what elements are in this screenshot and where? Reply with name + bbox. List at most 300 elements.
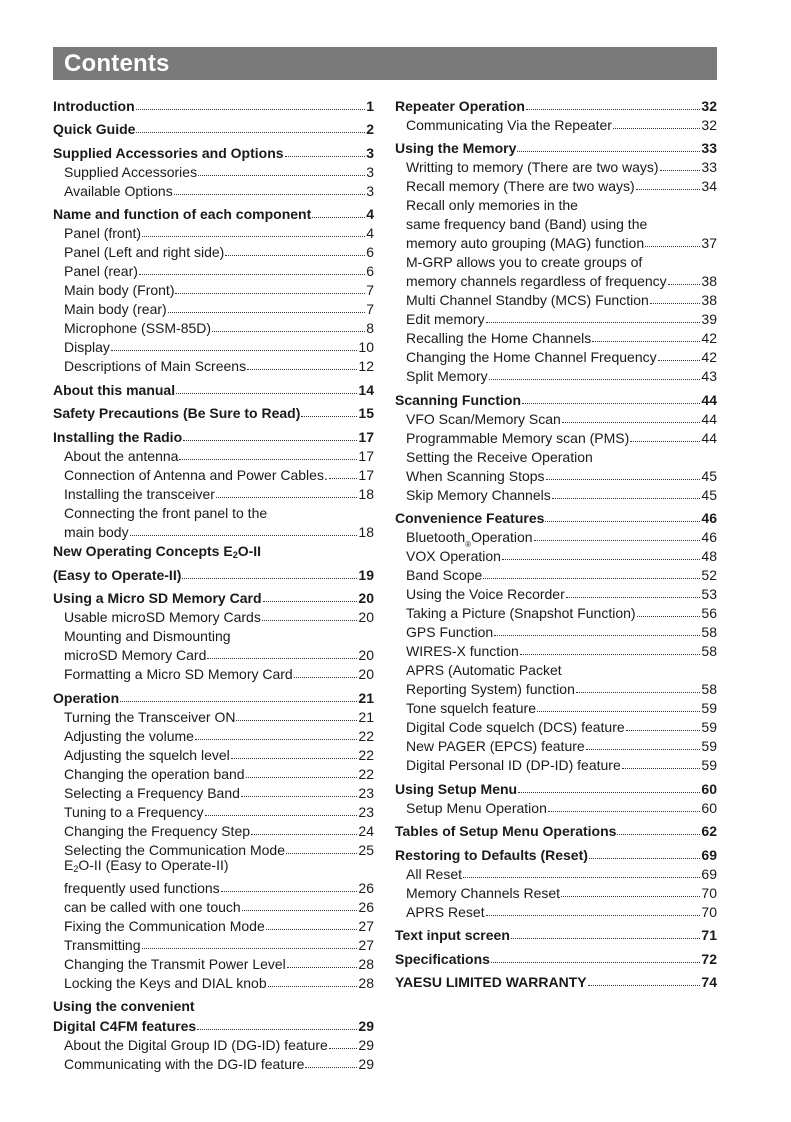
toc-section-entry[interactable] bbox=[53, 141, 374, 161]
toc-entry-title: All Reset bbox=[406, 865, 463, 882]
toc-entry[interactable] bbox=[53, 1034, 374, 1053]
dot-leader bbox=[268, 986, 358, 987]
toc-page-number: 20 bbox=[358, 647, 374, 663]
toc-entry[interactable] bbox=[53, 744, 374, 763]
dot-leader bbox=[617, 834, 700, 835]
toc-entry[interactable] bbox=[395, 602, 717, 621]
toc-entry[interactable] bbox=[395, 232, 717, 251]
toc-page-number: 60 bbox=[701, 780, 717, 797]
toc-entry-title: main body bbox=[64, 523, 129, 540]
toc-entry-title: APRS (Automatic Packet bbox=[406, 662, 562, 678]
dot-leader bbox=[491, 962, 701, 963]
dot-leader bbox=[650, 303, 701, 304]
toc-entry-title: microSD Memory Card bbox=[64, 647, 207, 663]
toc-page-number: 59 bbox=[701, 738, 717, 754]
toc-page-number: 10 bbox=[358, 339, 374, 355]
toc-entry[interactable] bbox=[395, 659, 717, 678]
toc-entry-title: Microphone (SSM-85D) bbox=[64, 320, 212, 336]
toc-entry-title: Fixing the Communication Mode bbox=[64, 917, 265, 934]
toc-entry[interactable] bbox=[53, 355, 374, 374]
toc-entry[interactable] bbox=[53, 934, 374, 953]
toc-entry[interactable] bbox=[395, 270, 717, 289]
dot-leader bbox=[241, 796, 358, 797]
toc-entry-title: memory channels regardless of frequency bbox=[406, 273, 667, 289]
toc-entry[interactable] bbox=[53, 521, 374, 540]
toc-section-entry[interactable] bbox=[395, 947, 717, 967]
toc-entry-title: Available Options bbox=[64, 182, 173, 199]
toc-entry[interactable] bbox=[395, 194, 717, 213]
dot-leader bbox=[520, 654, 701, 655]
dot-leader bbox=[486, 322, 701, 323]
dot-leader bbox=[207, 658, 357, 659]
toc-section-entry[interactable] bbox=[53, 995, 374, 1015]
toc-page-number: 22 bbox=[358, 727, 374, 744]
toc-entry[interactable] bbox=[395, 427, 717, 446]
dot-leader bbox=[130, 535, 358, 536]
toc-entry[interactable] bbox=[395, 114, 717, 133]
dot-leader bbox=[236, 720, 357, 721]
dot-leader bbox=[142, 948, 358, 949]
toc-section-entry[interactable] bbox=[395, 777, 717, 797]
toc-entry[interactable] bbox=[53, 801, 374, 820]
toc-entry[interactable] bbox=[53, 1053, 374, 1072]
toc-entry-title: About this manual bbox=[53, 381, 176, 398]
toc-page-number: 58 bbox=[701, 643, 717, 659]
dot-leader bbox=[561, 896, 700, 897]
toc-entry[interactable] bbox=[395, 446, 717, 465]
toc-entry[interactable] bbox=[395, 175, 717, 194]
toc-page-number: 2 bbox=[366, 121, 374, 137]
dot-leader bbox=[221, 891, 358, 892]
toc-page-number: 1 bbox=[366, 97, 374, 114]
toc-entry[interactable] bbox=[395, 697, 717, 716]
toc-entry[interactable] bbox=[53, 953, 374, 972]
toc-entry[interactable] bbox=[395, 640, 717, 659]
contents-banner bbox=[53, 47, 717, 80]
dot-leader bbox=[225, 255, 365, 256]
dot-leader bbox=[534, 540, 701, 541]
toc-page-number: 3 bbox=[366, 163, 374, 180]
toc-entry-title: Panel (rear) bbox=[64, 263, 138, 279]
toc-page-number: 43 bbox=[701, 368, 717, 384]
toc-entry[interactable] bbox=[53, 336, 374, 355]
toc-page-number: 38 bbox=[701, 273, 717, 289]
toc-entry-title: Using the Voice Recorder bbox=[406, 586, 565, 602]
toc-page-number: 45 bbox=[701, 467, 717, 484]
toc-entry[interactable] bbox=[53, 820, 374, 839]
toc-entry-title: Transmitting bbox=[64, 936, 141, 953]
toc-entry[interactable] bbox=[395, 678, 717, 697]
toc-page-number: 62 bbox=[701, 823, 717, 839]
dot-leader bbox=[511, 938, 701, 939]
toc-section-entry[interactable] bbox=[395, 820, 717, 840]
toc-page-number: 60 bbox=[701, 799, 717, 816]
toc-page-number: 12 bbox=[358, 358, 374, 374]
toc-page-number: 29 bbox=[358, 1055, 374, 1072]
toc-page-number: 44 bbox=[701, 410, 717, 427]
toc-entry[interactable] bbox=[53, 644, 374, 663]
dot-leader bbox=[329, 478, 358, 479]
dot-leader bbox=[537, 711, 700, 712]
toc-entry[interactable] bbox=[395, 308, 717, 327]
toc-entry[interactable] bbox=[53, 260, 374, 279]
toc-section-entry[interactable] bbox=[395, 843, 717, 863]
toc-page-number: 4 bbox=[366, 206, 374, 222]
toc-entry-title: Changing the operation band bbox=[64, 765, 245, 782]
toc-entry[interactable] bbox=[53, 782, 374, 801]
dot-leader bbox=[246, 777, 358, 778]
toc-page-number: 6 bbox=[366, 263, 374, 279]
dot-leader bbox=[626, 730, 701, 731]
dot-leader bbox=[168, 312, 366, 313]
dot-leader bbox=[637, 616, 701, 617]
toc-entry[interactable] bbox=[53, 706, 374, 725]
toc-page-number: 8 bbox=[366, 320, 374, 336]
toc-entry[interactable] bbox=[53, 161, 374, 180]
dot-leader bbox=[526, 109, 700, 110]
toc-entry-title: Descriptions of Main Screens bbox=[64, 358, 247, 374]
toc-entry[interactable] bbox=[53, 625, 374, 644]
toc-entry[interactable] bbox=[53, 317, 374, 336]
toc-page-number: 20 bbox=[358, 590, 374, 606]
toc-entry[interactable] bbox=[53, 877, 374, 896]
toc-entry[interactable] bbox=[395, 882, 717, 901]
toc-entry[interactable] bbox=[395, 213, 717, 232]
toc-entry[interactable] bbox=[53, 663, 374, 682]
toc-entry[interactable] bbox=[395, 484, 717, 503]
toc-entry-title: Turning the Transceiver ON bbox=[64, 708, 236, 725]
dot-leader bbox=[548, 811, 701, 812]
toc-entry-title: WIRES-X function bbox=[406, 643, 519, 659]
toc-entry-title: Main body (rear) bbox=[64, 301, 167, 317]
dot-leader bbox=[176, 393, 357, 394]
toc-entry-title: Main body (Front) bbox=[64, 282, 175, 298]
toc-entry[interactable] bbox=[53, 222, 374, 241]
toc-entry[interactable] bbox=[395, 365, 717, 384]
toc-entry[interactable] bbox=[395, 346, 717, 365]
toc-page-number: 21 bbox=[358, 708, 374, 725]
toc-section-entry[interactable] bbox=[53, 203, 374, 223]
toc-page-number: 7 bbox=[366, 301, 374, 317]
toc-section-entry[interactable] bbox=[53, 686, 374, 706]
toc-entry-title: Reporting System) function bbox=[406, 681, 575, 697]
toc-page-number: 59 bbox=[701, 757, 717, 773]
dot-leader bbox=[658, 360, 701, 361]
toc-entry-title: Digital Code squelch (DCS) feature bbox=[406, 719, 625, 735]
dot-leader bbox=[174, 194, 366, 195]
dot-leader bbox=[111, 350, 358, 351]
toc-page-number: 52 bbox=[701, 567, 717, 583]
toc-entry[interactable] bbox=[395, 735, 717, 754]
toc-entry[interactable] bbox=[53, 502, 374, 521]
toc-page-number: 42 bbox=[701, 349, 717, 365]
toc-entry-title: Locking the Keys and DIAL knob bbox=[64, 974, 267, 991]
dot-leader bbox=[294, 677, 358, 678]
dot-leader bbox=[266, 929, 358, 930]
dot-leader bbox=[136, 132, 365, 133]
dot-leader bbox=[212, 331, 365, 332]
toc-page-number: 29 bbox=[358, 1036, 374, 1053]
toc-entry-title: Connecting the front panel to the bbox=[64, 504, 268, 521]
toc-entry[interactable] bbox=[395, 545, 717, 564]
toc-entry-title: Adjusting the volume bbox=[64, 727, 194, 744]
toc-entry[interactable] bbox=[53, 445, 374, 464]
toc-entry-title: Safety Precautions (Be Sure to Read) bbox=[53, 405, 301, 421]
dot-leader bbox=[660, 170, 701, 171]
toc-section-entry[interactable] bbox=[53, 544, 374, 564]
toc-entry-title: Name and function of each component bbox=[53, 206, 312, 222]
dot-leader bbox=[552, 498, 701, 499]
toc-page-number: 22 bbox=[358, 746, 374, 763]
toc-entry-title: Supplied Accessories and Options bbox=[53, 144, 284, 161]
toc-entry-title: Communicating with the DG-ID feature bbox=[64, 1055, 305, 1072]
toc-entry[interactable] bbox=[53, 896, 374, 915]
dot-leader bbox=[216, 497, 357, 498]
toc-entry-title: Changing the Frequency Step bbox=[64, 822, 251, 839]
toc-entry-title: Recall only memories in the bbox=[406, 197, 578, 213]
dot-leader bbox=[231, 758, 358, 759]
toc-entry[interactable] bbox=[395, 156, 717, 175]
toc-entry[interactable] bbox=[53, 279, 374, 298]
toc-page-number: 59 bbox=[701, 700, 717, 716]
toc-section-entry[interactable] bbox=[53, 1014, 374, 1034]
dot-leader bbox=[502, 559, 700, 560]
toc-page-number: 38 bbox=[701, 292, 717, 308]
toc-section-entry[interactable] bbox=[395, 507, 717, 527]
toc-entry-title: Edit memory bbox=[406, 311, 485, 327]
toc-entry-title: When Scanning Stops bbox=[406, 467, 545, 484]
toc-page-number: 14 bbox=[358, 381, 374, 398]
toc-page-number: 24 bbox=[358, 822, 374, 839]
toc-page-number: 69 bbox=[701, 865, 717, 882]
toc-entry[interactable] bbox=[53, 839, 374, 858]
toc-entry[interactable] bbox=[53, 464, 374, 483]
toc-column-right bbox=[395, 94, 717, 990]
toc-page-number: 48 bbox=[701, 548, 717, 564]
toc-page-number: 27 bbox=[358, 917, 374, 934]
toc-entry-title: GPS Function bbox=[406, 624, 494, 640]
toc-page-number: 33 bbox=[701, 159, 717, 175]
toc-entry-title: Display bbox=[64, 339, 110, 355]
toc-section-entry[interactable] bbox=[53, 378, 374, 398]
toc-entry-title: Writting to memory (There are two ways) bbox=[406, 159, 659, 175]
toc-entry-title: New PAGER (EPCS) feature bbox=[406, 738, 585, 754]
toc-section-entry[interactable] bbox=[53, 402, 374, 422]
toc-entry-title: Digital Personal ID (DP-ID) feature bbox=[406, 757, 621, 773]
dot-leader bbox=[205, 815, 358, 816]
toc-page-number: 17 bbox=[358, 447, 374, 464]
toc-entry-title: Programmable Memory scan (PMS) bbox=[406, 429, 630, 446]
toc-page-number: 70 bbox=[701, 903, 717, 920]
dot-leader bbox=[566, 597, 701, 598]
toc-entry-title: Bluetooth bbox=[406, 529, 466, 545]
toc-page-number: 42 bbox=[701, 330, 717, 346]
toc-entry-title: New Operating Concepts E2O-II bbox=[53, 543, 262, 560]
dot-leader bbox=[588, 985, 701, 986]
toc-entry[interactable] bbox=[53, 483, 374, 502]
toc-page-number: 69 bbox=[701, 846, 717, 863]
toc-entry-title: Multi Channel Standby (MCS) Function bbox=[406, 292, 649, 308]
toc-entry-title: Quick Guide bbox=[53, 121, 136, 137]
toc-page-number: 3 bbox=[366, 182, 374, 199]
dot-leader bbox=[287, 967, 358, 968]
toc-page-number: 32 bbox=[701, 116, 717, 133]
toc-page-number: 20 bbox=[358, 609, 374, 625]
toc-entry-title: Selecting a Frequency Band bbox=[64, 784, 240, 801]
toc-page-number: 27 bbox=[358, 936, 374, 953]
toc-entry[interactable] bbox=[53, 763, 374, 782]
dot-leader bbox=[251, 834, 357, 835]
toc-entry-title: E2O-II (Easy to Operate-II) bbox=[64, 856, 229, 874]
toc-entry-title: memory auto grouping (MAG) function bbox=[406, 235, 645, 251]
dot-leader bbox=[668, 284, 701, 285]
toc-entry[interactable] bbox=[53, 180, 374, 199]
toc-entry-title: (Easy to Operate-II) bbox=[53, 566, 182, 583]
toc-section-entry[interactable] bbox=[395, 94, 717, 114]
toc-page-number: 4 bbox=[366, 225, 374, 241]
toc-entry-title: Changing the Home Channel Frequency bbox=[406, 349, 657, 365]
toc-section-entry[interactable] bbox=[53, 94, 374, 114]
toc-page-number: 29 bbox=[358, 1017, 374, 1034]
toc-entry-title: Panel (front) bbox=[64, 225, 142, 241]
dot-leader bbox=[179, 459, 357, 460]
toc-entry[interactable] bbox=[53, 972, 374, 991]
toc-page-number: 18 bbox=[358, 485, 374, 502]
toc-section-entry[interactable] bbox=[53, 587, 374, 607]
toc-page-number: 23 bbox=[358, 803, 374, 820]
toc-entry-title: Setting the Receive Operation bbox=[406, 448, 593, 465]
toc-section-entry[interactable] bbox=[395, 388, 717, 408]
toc-entry[interactable] bbox=[395, 621, 717, 640]
toc-entry-title: VFO Scan/Memory Scan bbox=[406, 410, 561, 427]
toc-entry-title: Repeater Operation bbox=[395, 97, 525, 114]
dot-leader bbox=[175, 293, 365, 294]
toc-entry-title: Memory Channels Reset bbox=[406, 884, 561, 901]
dot-leader bbox=[517, 151, 700, 152]
toc-entry[interactable] bbox=[395, 408, 717, 427]
dot-leader bbox=[494, 635, 700, 636]
toc-page-number: 3 bbox=[366, 144, 374, 161]
dot-leader bbox=[329, 1048, 358, 1049]
toc-entry-title: Convenience Features bbox=[395, 510, 545, 526]
dot-leader bbox=[592, 341, 700, 342]
dot-leader bbox=[262, 620, 358, 621]
toc-page-number: 21 bbox=[358, 689, 374, 706]
toc-page-number: 45 bbox=[701, 486, 717, 503]
toc-entry[interactable] bbox=[395, 327, 717, 346]
toc-page-number: 34 bbox=[701, 178, 717, 194]
toc-entry-title: About the Digital Group ID (DG-ID) feature bbox=[64, 1036, 328, 1053]
toc-entry[interactable] bbox=[53, 725, 374, 744]
toc-page-number: 33 bbox=[701, 140, 717, 156]
toc-section-entry[interactable] bbox=[395, 137, 717, 157]
toc-entry[interactable] bbox=[395, 564, 717, 583]
toc-entry-title: Setup Menu Operation bbox=[406, 799, 547, 816]
toc-entry[interactable] bbox=[395, 863, 717, 882]
dot-leader bbox=[576, 692, 701, 693]
toc-entry[interactable] bbox=[395, 901, 717, 920]
toc-entry[interactable] bbox=[395, 465, 717, 484]
dot-leader bbox=[486, 915, 701, 916]
dot-leader bbox=[286, 853, 357, 854]
toc-entry-title: Selecting the Communication Mode bbox=[64, 841, 286, 858]
toc-page-number: 17 bbox=[358, 466, 374, 483]
toc-page-number: 74 bbox=[701, 974, 717, 990]
toc-entry-title: Installing the Radio bbox=[53, 428, 183, 445]
toc-entry-title: Split Memory bbox=[406, 368, 488, 384]
toc-entry[interactable] bbox=[395, 797, 717, 816]
dot-leader bbox=[589, 858, 701, 859]
dot-leader bbox=[120, 701, 357, 702]
toc-section-entry[interactable] bbox=[53, 118, 374, 138]
toc-page-number: 56 bbox=[701, 605, 717, 621]
toc-entry-title: Recall memory (There are two ways) bbox=[406, 178, 635, 194]
toc-entry[interactable]: Bluetooth ® Operation 46 bbox=[406, 529, 717, 549]
toc-page-number: 6 bbox=[366, 244, 374, 260]
toc-entry-title: Scanning Function bbox=[395, 391, 521, 408]
toc-page-number: 58 bbox=[701, 624, 717, 640]
toc-entry[interactable] bbox=[395, 716, 717, 735]
toc-entry[interactable] bbox=[53, 858, 374, 877]
dot-leader bbox=[636, 189, 701, 190]
dot-leader bbox=[183, 440, 357, 441]
toc-entry-title: Communicating Via the Repeater bbox=[406, 116, 612, 133]
toc-page-number: 18 bbox=[358, 523, 374, 540]
toc-page-number: 46 bbox=[701, 529, 717, 545]
dot-leader bbox=[142, 236, 365, 237]
toc-section-entry[interactable] bbox=[395, 924, 717, 944]
toc-entry[interactable] bbox=[395, 754, 717, 773]
toc-section-entry[interactable] bbox=[53, 425, 374, 445]
dot-leader bbox=[622, 768, 701, 769]
toc-page-number: 44 bbox=[701, 429, 717, 446]
toc-column-left bbox=[53, 94, 374, 1072]
toc-page-number: 19 bbox=[358, 566, 374, 583]
toc-entry[interactable] bbox=[395, 251, 717, 270]
dot-leader bbox=[242, 910, 358, 911]
toc-page-number: 53 bbox=[701, 586, 717, 602]
toc-page-number: 26 bbox=[358, 879, 374, 896]
toc-entry-title: Tone squelch feature bbox=[406, 700, 536, 716]
dot-leader bbox=[263, 601, 358, 602]
toc-page-number: 32 bbox=[701, 97, 717, 114]
toc-page-number: 46 bbox=[701, 510, 717, 526]
toc-page-number: 15 bbox=[358, 405, 374, 421]
toc-page-number: 26 bbox=[358, 898, 374, 915]
toc-entry-title: Using the convenient bbox=[53, 998, 195, 1014]
toc-section-entry[interactable] bbox=[53, 563, 374, 583]
toc-entry-title: Specifications bbox=[395, 950, 490, 967]
toc-entry-title: VOX Operation bbox=[406, 548, 501, 564]
toc-entry[interactable] bbox=[53, 241, 374, 260]
toc-entry-title: Tuning to a Frequency bbox=[64, 803, 204, 820]
toc-entry-title: Mounting and Dismounting bbox=[64, 628, 231, 644]
toc-entry-title: Panel (Left and right side) bbox=[64, 244, 225, 260]
dot-leader bbox=[522, 403, 700, 404]
toc-entry[interactable] bbox=[395, 583, 717, 602]
dot-leader bbox=[312, 217, 365, 218]
dot-leader bbox=[285, 156, 366, 157]
toc-entry-title: same frequency band (Band) using the bbox=[406, 216, 648, 232]
toc-entry[interactable] bbox=[53, 915, 374, 934]
toc-entry[interactable] bbox=[53, 606, 374, 625]
dot-leader bbox=[463, 877, 700, 878]
toc-entry-title: Band Scope bbox=[406, 567, 483, 583]
toc-entry-title: Using Setup Menu bbox=[395, 780, 518, 797]
toc-section-entry[interactable] bbox=[395, 971, 717, 991]
toc-entry[interactable] bbox=[395, 289, 717, 308]
toc-entry[interactable] bbox=[53, 298, 374, 317]
